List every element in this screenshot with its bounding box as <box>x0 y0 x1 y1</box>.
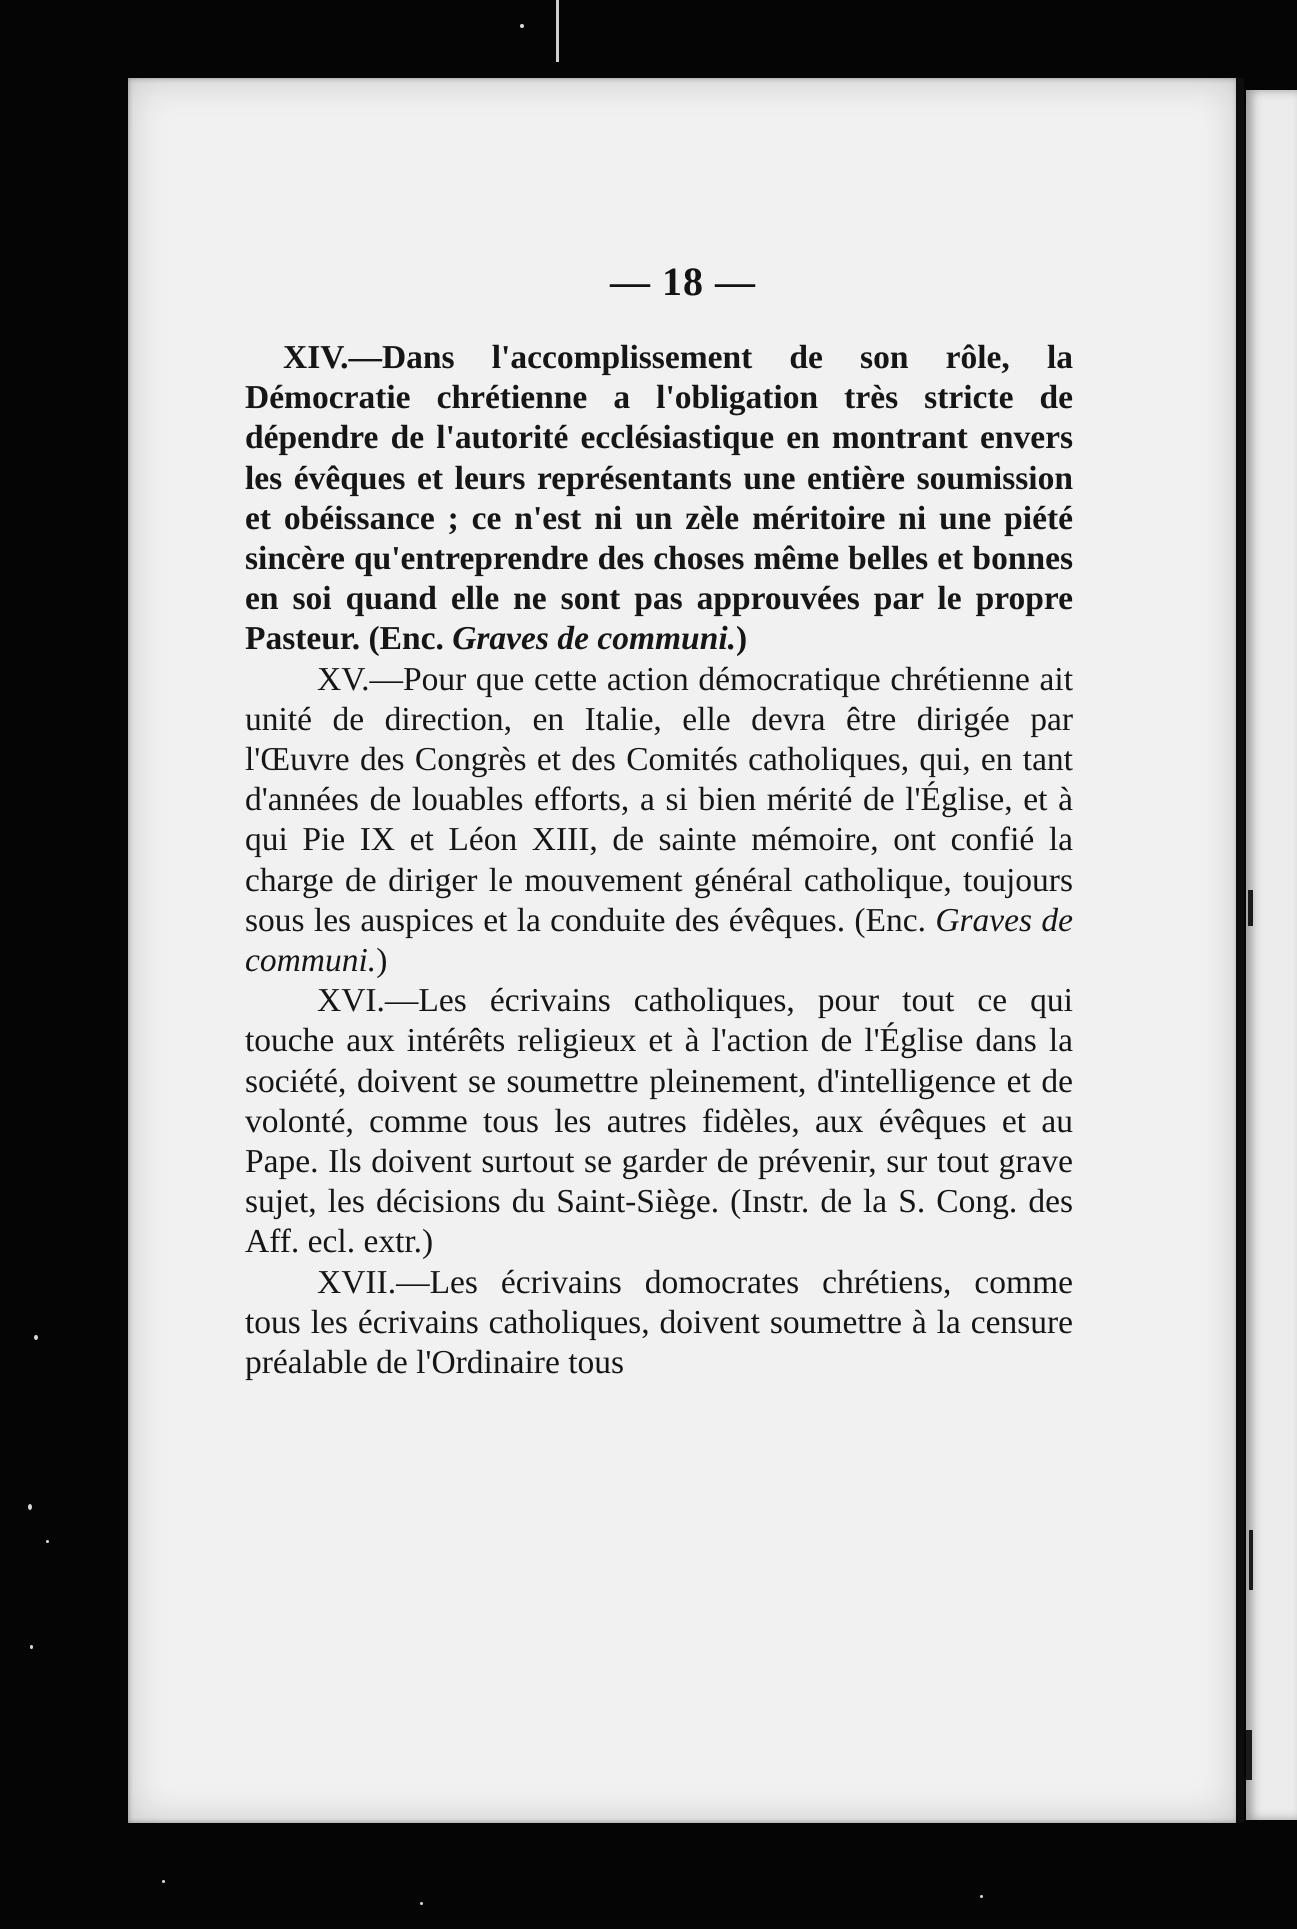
film-speck <box>30 1645 33 1649</box>
paragraph-numeral: XIV. <box>283 339 349 376</box>
film-speck <box>520 24 524 28</box>
paragraph-numeral: XVII. <box>317 1263 397 1301</box>
edge-mark <box>1249 1530 1253 1590</box>
citation-title: Graves de communi. <box>452 620 737 658</box>
film-speck <box>46 1540 49 1543</box>
paragraph-text-end: ) <box>736 620 748 658</box>
paragraph-xvi <box>245 981 1073 1262</box>
paragraph-text: —Les écrivains catholiques, pour tout ce qui touche aux intérêts religieux et à l'action de l'Église dans la société, doivent se soumettre pleinement, d'intelligence et de volonté, comme tous les autres fidèles, aux évêques et au Pape. Ils doivent surtout se garder de prévenir, sur tout grave sujet, les décisions du Saint-Siège. (Instr. de la S. Cong. des Aff. ecl. extr.) <box>245 982 1073 1261</box>
paragraph-xiv <box>245 338 1073 660</box>
paragraph-numeral: XVI. <box>317 982 385 1020</box>
adjacent-page-edge <box>1246 90 1297 1820</box>
edge-mark <box>1248 890 1253 926</box>
page-gutter-shadow <box>1236 78 1244 1823</box>
film-speck <box>162 1880 165 1883</box>
paragraph-text: —Les écrivains domocrates chrétiens, comme tous les écrivains catholiques, doivent soumettre à la censure préalable de l'Ordinaire tous <box>245 1263 1073 1382</box>
paragraph-xvii <box>245 1263 1073 1384</box>
paragraph-text-end: ) <box>376 942 388 980</box>
paragraph-xv <box>245 660 1073 982</box>
edge-mark <box>1246 1730 1252 1780</box>
film-speck <box>28 1504 32 1510</box>
film-scratch <box>556 0 559 62</box>
film-speck <box>980 1895 983 1898</box>
paragraph-text: —Dans l'accomplissement de son rôle, la Démocratie chrétienne a l'obligation très stricte de dépendre de l'autorité ecclésiastique en montrant envers les évêques et leurs représentants une entière soumission et obéissance ; ce n'est ni un zèle méritoire ni une piété sincère qu'entreprendre des choses même belles et bonnes en soi quand elle ne sont pas approuvées par le propre Pasteur. (Enc. <box>245 339 1073 658</box>
book-page <box>128 78 1238 1823</box>
page-number: — 18 — <box>610 259 756 304</box>
film-speck <box>34 1335 38 1340</box>
citation-title: Graves de communi. <box>245 901 1073 980</box>
page-body-text <box>245 338 1073 1383</box>
paragraph-numeral: XV. <box>317 660 370 698</box>
film-speck <box>420 1902 423 1905</box>
paragraph-text: —Pour que cette action démocratique chrétienne ait unité de direction, en Italie, elle devra être dirigée par l'Œuvre des Congrès et des Comités catholiques, qui, en tant d'années de louables efforts, a si bien mérité de l'Église, et à qui Pie IX et Léon XIII, de sainte mémoire, ont confié la charge de diriger le mouvement général catholique, toujours sous les auspices et la conduite des évêques. (Enc. <box>245 660 1073 939</box>
